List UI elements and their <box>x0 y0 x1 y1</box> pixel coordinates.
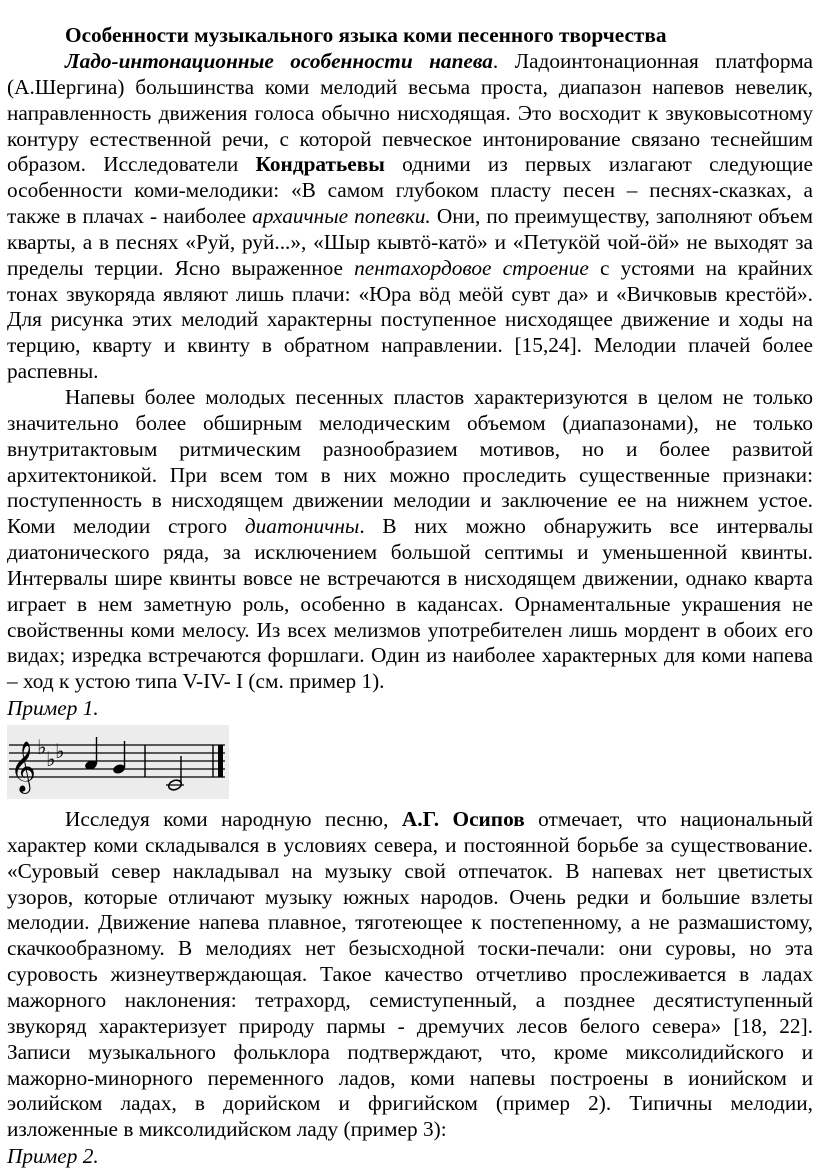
paragraph-1-text-3: Они, по преимуществу, заполняют объем кварты, а в песнях «Руй, руй...», «Шыр кывтӧ-катӧ» и «Петукӧй чой-ӧй» не выходят за пределы терции. Ясно выраженное <box>7 204 813 280</box>
svg-text:♭: ♭ <box>37 735 47 760</box>
paragraph-1-lead: Ладо-интонационные особенности напева <box>65 49 493 73</box>
paragraph-1 <box>7 49 813 385</box>
osipov-name: А.Г. Осипов <box>401 807 525 832</box>
document-title: Особенности музыкального языка коми песенного творчества <box>65 23 667 47</box>
paragraph-1-text-4: с устоями на крайних тонах звукоряда являют лишь плачи: «Юра вӧд меӧй сувт да» и «Вичковыв крестӧй». Для рисунка этих мелодий характерны поступенное нисходящее движение и ходы на терцию, кварту и квинту в обратном направлении. [15,24]. Мелодии плачей более распевны. <box>7 255 814 384</box>
archaic-phrases-term: архаичные попевки. <box>252 204 431 229</box>
document-page <box>7 22 813 1169</box>
music-staff-example-icon <box>7 725 229 799</box>
paragraph-3 <box>7 807 813 1143</box>
paragraph-2-text-2: . В них можно обнаружить все интервалы диатонического ряда, за исключением большой септимы и уменьшенной квинты. Интервалы шире квинты вовсе не встречаются в нисходящем движении, однако кварта играет в нем заметную роль, особенно в кадансах. Орнаментальные украшения не свойственны коми мелосу. Из всех мелизмов употребителен лишь мордент в обоих его видах; изредка встречаются форшлаги. Один из наиболее характерных для коми напева – ход к устою типа V-IV- I (см. пример 1). <box>7 514 814 694</box>
diatonic-term: диатоничны <box>244 514 360 539</box>
svg-text:♭: ♭ <box>55 739 65 764</box>
example-2-label: Пример 2. <box>7 1144 99 1169</box>
kondratyevy-name: Кондратьевы <box>255 152 385 177</box>
paragraph-3-text-2: отмечает, что национальный характер коми складывался в условиях севера, и постоянной борьбе за существование. «Суровый север накладывал на музыку свой отпечаток. В напевах нет цветистых узоров, которые отличают музыку южных народов. Очень редки и большие взлеты мелодии. Движение напева плавное, тяготеющее к постепенному, а не размашистому, скачкообразному. В мелодиях нет безысходной тоски-печали: они суровы, но эта суровость жизнеутверждающая. Такое качество отчетливо прослеживается в ладах мажорного наклонения: тетрахорд, семиступенный, а позднее десятиступенный звукоряд характеризует природу пармы - дремучих лесов белого севера» [18, 22]. Записи музыкального фольклора подтверждают, что, кроме миксолидийского и мажорно-минорного переменного ладов, коми напевы построены в ионийском и эолийском ладах, в дорийском и фригийском (пример 2). Типичны мелодии, изложенные в миксолидийском ладу (пример 3): <box>7 807 813 1142</box>
svg-text:𝄞: 𝄞 <box>10 741 37 793</box>
svg-text:♭: ♭ <box>46 747 56 772</box>
paragraph-1-text-2: одними из первых излагают следующие особенности коми-мелодики: «В самом глубоком пласту песен – песнях-сказках, а также в плачах - наиболее <box>7 152 813 229</box>
paragraph-2 <box>7 385 813 695</box>
paragraph-1-text-1: . Ладоинтонационная платформа (А.Шергина) большинства коми мелодий весьма проста, диапазон напевов невелик, направленность движения голоса обычно нисходящая. Это восходит к звуковысотному контуру естественной речи, с которой певческое интонирование связано теснейшим образом. Исследователи <box>7 49 814 177</box>
example-1-label: Пример 1. <box>7 696 99 721</box>
paragraph-3-text-1: Исследуя коми народную песню, <box>65 807 402 832</box>
pentachord-term: пентахордовое строение <box>354 255 589 280</box>
paragraph-2-text-1: Напевы более молодых песенных пластов характеризуются в целом не только значительно более обширным мелодическим объемом (диапазонами), не только внутритактовым ритмическим разнообразием мотивов, но и более развитой архитектоникой. При всем том в них можно проследить существенные признаки: поступенность в нисходящем движении мелодии и заключение ее на нижнем устое. Коми мелодии строго <box>7 384 813 539</box>
